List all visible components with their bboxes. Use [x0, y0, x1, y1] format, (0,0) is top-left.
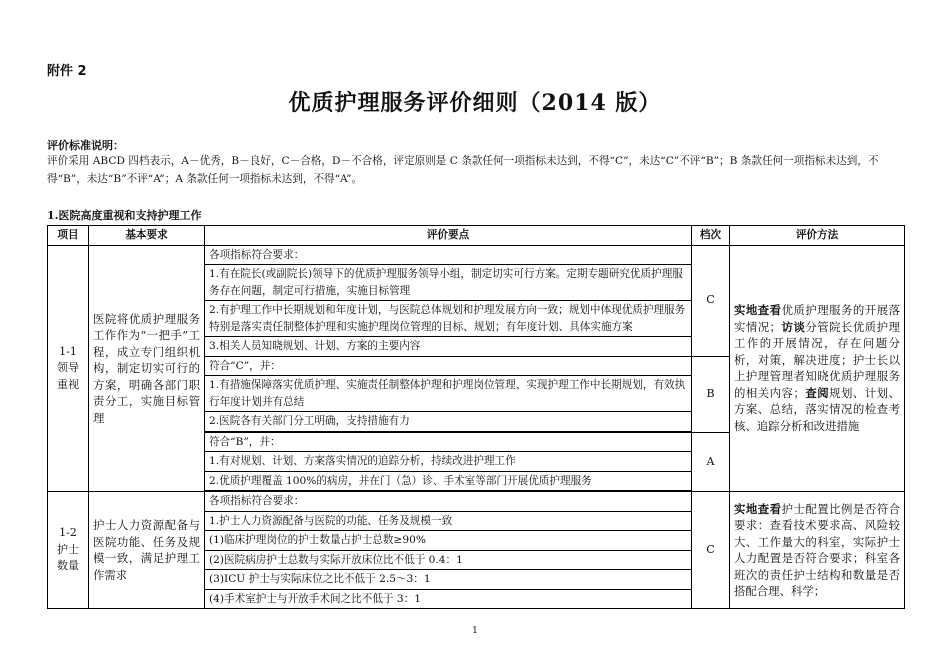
page-number: 1: [472, 626, 478, 636]
grade-cell: B: [692, 356, 730, 432]
header-points: 评价要点: [205, 226, 692, 246]
method-keyword: 访谈: [781, 319, 806, 334]
legend-heading: 评价标准说明：: [47, 139, 124, 152]
method-text: 规划、计划、方案、总结，落实情况的检查考核、追踪分析和改进措施: [734, 385, 900, 433]
header-item: 项目: [48, 226, 89, 246]
point-cell: 2.优质护理覆盖 100%的病房，并在门（急）诊、手术室等部门开展优质护理服务: [205, 471, 692, 491]
method-text: 护士配置比例是否符合要求：查看技术要求高、风险较大、工作量大的科室，实际护士人力配置是否符合要求；科室各班次的责任护士结构和数量是否搭配合理、科学；: [734, 501, 900, 598]
method-text: 优质护理服务的开展落实情况；: [734, 303, 900, 334]
point-cell: (1)临床护理岗位的护士数量占护士总数≥90%: [205, 531, 692, 551]
page-title: 优质护理服务评价细则（2014 版）: [288, 90, 662, 116]
point-cell: 符合“B”，并：: [205, 432, 692, 452]
grade-cell: C: [692, 245, 730, 356]
point-cell: 1.有在院长(或副院长)领导下的优质护理服务领导小组，制定切实可行方案。定期专题研究优质护理服务存在问题，制定可行措施，实施目标管理: [205, 265, 692, 301]
method-cell: [730, 245, 905, 492]
method-text: 分管院长优质护理工作的开展情况，存在问题分析，对策，解决进度；护士长以上护理管理者知晓优质护理服务的相关内容；: [734, 319, 900, 400]
point-cell: 各项指标符合要求：: [205, 492, 692, 512]
point-cell: (4)手术室护士与开放手术间之比不低于 3：1: [205, 589, 692, 609]
method-keyword: 实地查看: [734, 303, 782, 318]
requirement-cell: 护士人力资源配备与医院功能、任务及规模一致，满足护理工作需求: [89, 492, 205, 609]
table-header-row: [48, 226, 905, 246]
attachment-label: 附件 2: [47, 64, 87, 79]
point-cell: 1.护士人力资源配备与医院的功能、任务及规模一致: [205, 511, 692, 531]
legend-body: 评价采用 ABCD 四档表示，A－优秀，B－良好，C－合格，D－不合格，评定原则是 C 条款任何一项指标未达到，不得“C”，未达“C”不评“B”；B 条款任何一项指标未达到，不得“B”，未达“B”不评“A”；A 条款任何一项指标未达到，不得“A”。: [47, 155, 879, 185]
point-cell: (3)ICU 护士与实际床位之比不低于 2.5～3：1: [205, 570, 692, 590]
point-cell: 各项指标符合要求：: [205, 245, 692, 265]
header-method: 评价方法: [730, 226, 905, 246]
item-cell: 1-1 领导 重视: [48, 245, 89, 492]
point-cell: 2.有护理工作中长期规划和年度计划，与医院总体规划和护理发展方向一致；规划中体现优质护理服务特别是落实责任制整体护理和实施护理岗位管理的目标、规划；有年度计划、具体实施方案: [205, 301, 692, 337]
point-cell: (2)医院病房护士总数与实际开放床位比不低于 0.4：1: [205, 550, 692, 570]
point-cell: 3.相关人员知晓规划、计划、方案的主要内容: [205, 337, 692, 357]
point-cell: 1.有措施保障落实优质护理、实施责任制整体护理和护理岗位管理、实现护理工作中长期规划，有效执行年度计划并有总结: [205, 376, 692, 412]
header-grade: 档次: [692, 226, 730, 246]
method-keyword: 查阅: [804, 385, 830, 400]
section-heading: 1.医院高度重视和支持护理工作: [47, 209, 202, 222]
method-keyword: 实地查看: [734, 501, 782, 516]
evaluation-table: [47, 225, 905, 609]
grade-cell: A: [692, 432, 730, 492]
item-cell: 1-2 护士 数量: [48, 492, 89, 609]
method-cell: [730, 492, 905, 609]
table-row: [48, 245, 905, 265]
requirement-cell: 医院将优质护理服务工作作为“一把手”工程，成立专门组织机构，制定切实可行的方案，明确各部门职责分工，实施目标管理: [89, 245, 205, 492]
point-cell: 1.有对规划、计划、方案落实情况的追踪分析，持续改进护理工作: [205, 452, 692, 472]
point-cell: 符合“C”，并：: [205, 356, 692, 376]
point-cell: 2.医院各有关部门分工明确，支持措施有力: [205, 412, 692, 432]
header-requirement: 基本要求: [89, 226, 205, 246]
grade-cell: C: [692, 492, 730, 609]
table-row: [48, 492, 905, 512]
